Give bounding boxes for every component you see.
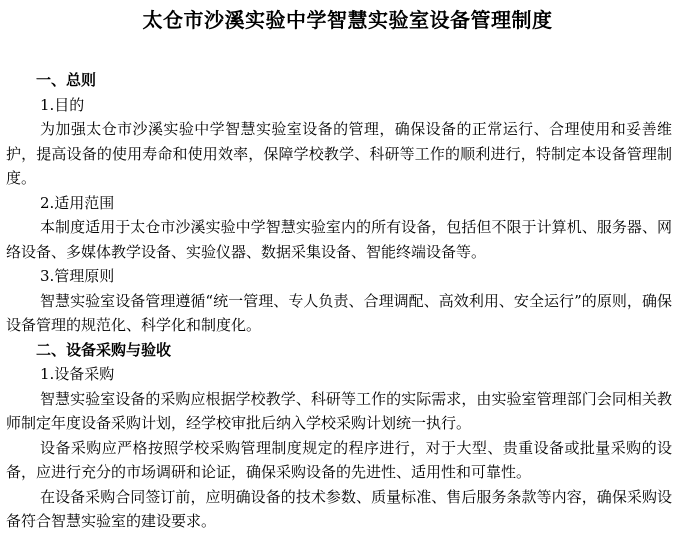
paragraph-procurement-contract: 在设备采购合同签订前，应明确设备的技术参数、质量标准、售后服务条款等内容，确保采购设备符合智慧实验室的建设要求。 [6,487,672,530]
paragraph-purpose: 为加强太仓市沙溪实验中学智慧实验室设备的管理，确保设备的正常运行、合理使用和妥善维护，提高设备的使用寿命和使用效率，保障学校教学、科研等工作的顺利进行，特制定本设备管理制度。 [6,120,672,187]
subheading-equipment-procurement: 1.设备采购 [40,365,115,383]
section-heading-general: 一、总则 [36,71,97,89]
paragraph-scope: 本制度适用于太仓市沙溪实验中学智慧实验室内的所有设备，包括但不限于计算机、服务器、网络设备、多媒体教学设备、实验仪器、数据采集设备、智能终端设备等。 [6,218,672,261]
subheading-purpose: 1.目的 [40,95,85,114]
subheading-scope: 2.适用范围 [40,193,115,212]
section-heading-procurement: 二、设备采购与验收 [36,340,172,359]
paragraph-procurement-procedure: 设备采购应严格按照学校采购管理制度规定的程序进行，对于大型、贵重设备或批量采购的设备，应进行充分的市场调研和论证，确保采购设备的先进性、适用性和可靠性。 [6,438,672,481]
paragraph-procurement-plan: 智慧实验室设备的采购应根据学校教学、科研等工作的实际需求，由实验室管理部门会同相关教师制定年度设备采购计划，经学校审批后纳入学校采购计划统一执行。 [6,389,672,432]
document-title: 太仓市沙溪实验中学智慧实验室设备管理制度 [142,8,553,32]
paragraph-principles: 智慧实验室设备管理遵循“统一管理、专人负责、合理调配、高效利用、安全运行”的原则，确保设备管理的规范化、科学化和制度化。 [6,291,672,334]
document-body [6,68,672,534]
subheading-principles: 3.管理原则 [40,267,115,285]
